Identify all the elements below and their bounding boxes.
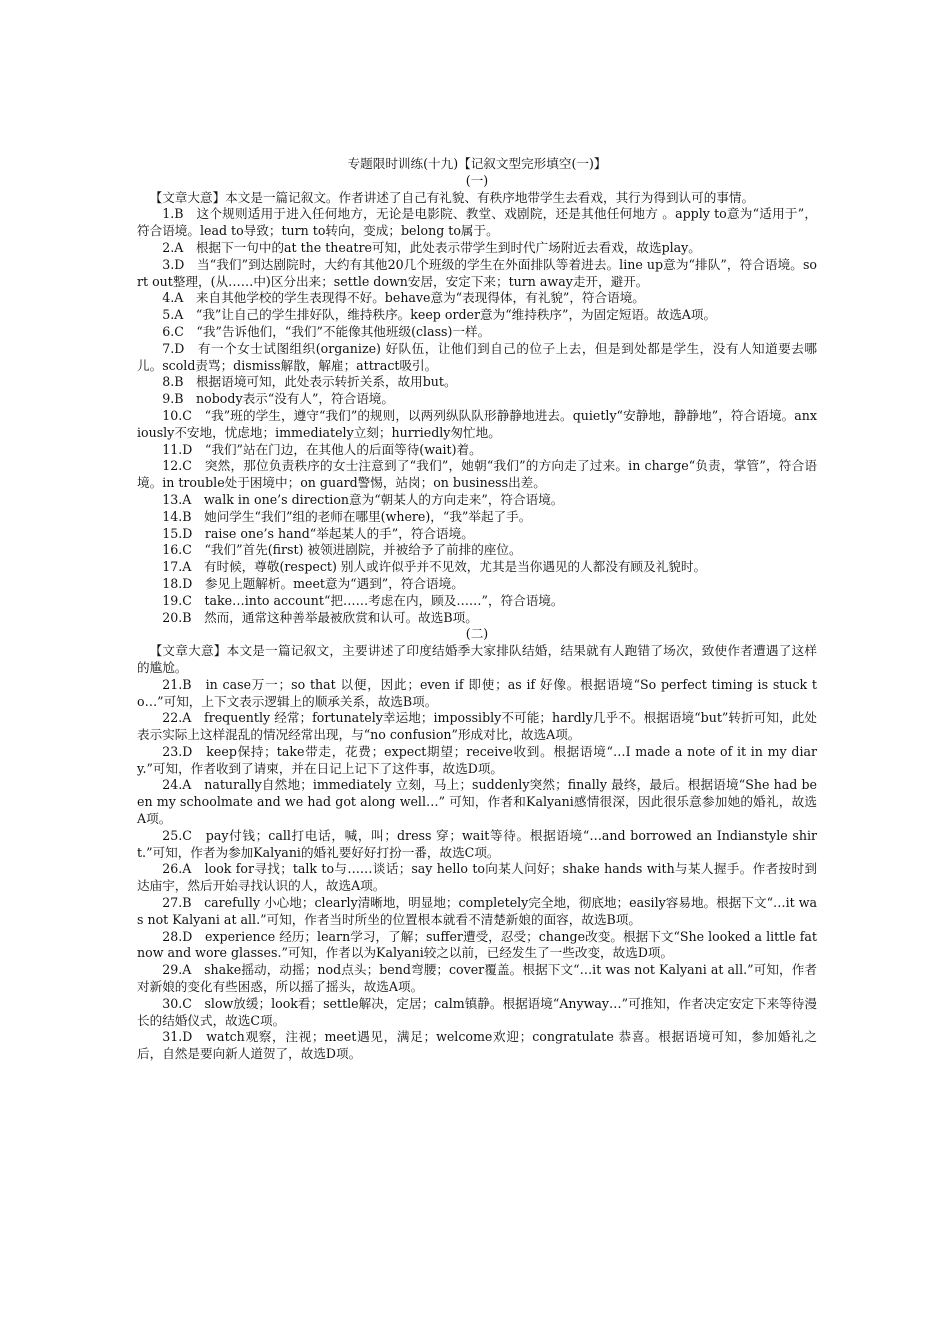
section-summary-2: 【文章大意】本文是一篇记叙文，主要讲述了印度结婚季大家排队结婚，结果就有人跑错了场次，致使作者遭遇了这样的尴尬。	[137, 643, 817, 675]
answer-item: 6.C “我”告诉他们，“我们”不能像其他班级(class)一样。	[162, 323, 491, 339]
answer-item: 18.D 参见上题解析。meet意为“遇到”，符合语境。	[162, 575, 464, 591]
answer-item: 21.B in case万一；so that 以便，因此；even if 即使；as if 好像。根据语境“So perfect timing is stuck to…”可知，上下文表示逻辑上的顺承关系，故选B项。	[137, 676, 817, 709]
answer-item: 3.D 当“我们”到达剧院时，大约有其他20几个班级的学生在外面排队等着进去。line up意为“排队”，符合语境。sort out整理，(从……中)区分出来；settle down安居，安定下来；turn away走开，避开。	[137, 256, 817, 289]
answer-list-1	[137, 206, 817, 626]
answer-item: 26.A look for寻找；talk to与……谈话；say hello to向某人问好；shake hands with与某人握手。作者按时到达庙宇，然后开始寻找认识的人，故选A项。	[137, 861, 817, 894]
section-heading-2: (二)	[465, 626, 489, 642]
page-title: 专题限时训练(十九)【记叙文型完形填空(一)】	[347, 156, 607, 171]
answer-item: 1.B 这个规则适用于进入任何地方，无论是电影院、教堂、戏剧院，还是其他任何地方 。apply to意为“适用于”，符合语境。lead to导致；turn to转向，变成；belong to属于。	[137, 206, 817, 239]
answer-item: 22.A frequently 经常；fortunately幸运地；impossibly不可能；hardly几乎不。根据语境“but”转折可知，此处表示实际上这样混乱的情况经常出现，与“no confusion”形成对比，故选A项。	[137, 710, 817, 743]
answer-item: 10.C “我”班的学生，遵守“我们”的规则，以两列纵队队形静静地进去。quietly“安静地，静静地”，符合语境。anxiously不安地，忧虑地；immediately立刻；hurriedly匆忙地。	[137, 407, 817, 440]
answer-item: 13.A walk in one’s direction意为“朝某人的方向走来”，符合语境。	[162, 491, 564, 507]
answer-item: 11.D “我们”站在门边，在其他人的后面等待(wait)着。	[162, 441, 482, 457]
answer-item: 8.B 根据语境可知，此处表示转折关系，故用but。	[162, 374, 457, 390]
answer-item: 28.D experience 经历；learn学习，了解；suffer遭受，忍受；change改变。根据下文“She looked a little fat now and wore glasses.”可知，作者以为Kalyani较之以前，已经发生了一些改变，故选D项。	[137, 928, 817, 961]
answer-item: 14.B 她问学生“我们”组的老师在哪里(where)，“我”举起了手。	[162, 508, 532, 524]
answer-sheet	[137, 156, 817, 1063]
section-heading-1: (一)	[465, 172, 489, 188]
answer-item: 23.D keep保持；take带走，花费；expect期望；receive收到。根据语境“…I made a note of it in my diary.”可知，作者收到了请柬，并在日记上记下了这件事，故选D项。	[137, 743, 817, 776]
answer-item: 24.A naturally自然地；immediately 立刻，马上；suddenly突然；finally 最终，最后。根据语境“She had been my schoolmate and we had got along well…” 可知，作者和Kalyani感情很深，因此很乐意参加她的婚礼，故选A项。	[137, 777, 817, 827]
answer-list-2	[137, 677, 817, 1063]
answer-item: 27.B carefully 小心地；clearly清晰地，明显地；completely完全地，彻底地；easily容易地。根据下文“…it was not Kalyani at all.”可知，作者当时所坐的位置根本就看不清楚新娘的面容，故选B项。	[137, 895, 817, 927]
answer-item: 31.D watch观察，注视；meet遇见，满足；welcome欢迎；congratulate 恭喜。根据语境可知，参加婚礼之后，自然是要向新人道贺了，故选D项。	[137, 1029, 817, 1062]
answer-item: 17.A 有时候，尊敬(respect) 别人或许似乎并不见效，尤其是当你遇见的人都没有顾及礼貌时。	[162, 559, 707, 575]
answer-item: 16.C “我们”首先(first) 被领进剧院，并被给予了前排的座位。	[162, 542, 522, 558]
answer-item: 2.A 根据下一句中的at the theatre可知，此处表示带学生到时代广场附近去看戏，故选play。	[162, 239, 701, 255]
section-summary-1: 【文章大意】本文是一篇记叙文。作者讲述了自己有礼貌、有秩序地带学生去看戏，其行为得到认可的事情。	[149, 189, 755, 205]
answer-item: 29.A shake摇动，动摇；nod点头；bend弯腰；cover覆盖。根据下文“…it was not Kalyani at all.”可知，作者对新娘的变化有些困惑，所以摇了摇头，故选A项。	[137, 962, 817, 995]
answer-item: 4.A 来自其他学校的学生表现得不好。behave意为“表现得体，有礼貌”，符合语境。	[162, 290, 645, 306]
answer-item: 20.B 然而，通常这种善举最被欣赏和认可。故选B项。	[162, 609, 478, 625]
answer-item: 7.D 有一个女士试图组织(organize) 好队伍，让他们到自己的位子上去，但是到处都是学生，没有人知道要去哪儿。scold责骂；dismiss解散，解雇；attract吸引。	[137, 340, 817, 373]
answer-item: 25.C pay付钱；call打电话，喊，叫；dress 穿；wait等待。根据语境“…and borrowed an Indianstyle shirt.”可知，作者为参加Kalyani的婚礼要好好打扮一番，故选C项。	[137, 827, 817, 860]
answer-item: 12.C 突然，那位负责秩序的女士注意到了“我们”，她朝“我们”的方向走了过来。in charge“负责，掌管”，符合语境。in trouble处于困境中；on guard警惕，站岗；on business出差。	[137, 458, 817, 491]
answer-item: 5.A “我”让自己的学生排好队，维持秩序。keep order意为“维持秩序”，为固定短语。故选A项。	[162, 307, 717, 323]
answer-item: 9.B nobody表示“没有人”，符合语境。	[162, 391, 394, 407]
answer-item: 30.C slow放缓；look看；settle解决，定居；calm镇静。根据语境“Anyway…”可推知，作者决定安定下来等待漫长的结婚仪式，故选C项。	[137, 995, 817, 1028]
answer-item: 19.C take…into account“把……考虑在内，顾及……”，符合语境。	[162, 592, 564, 608]
answer-item: 15.D raise one’s hand“举起某人的手”，符合语境。	[162, 525, 474, 541]
